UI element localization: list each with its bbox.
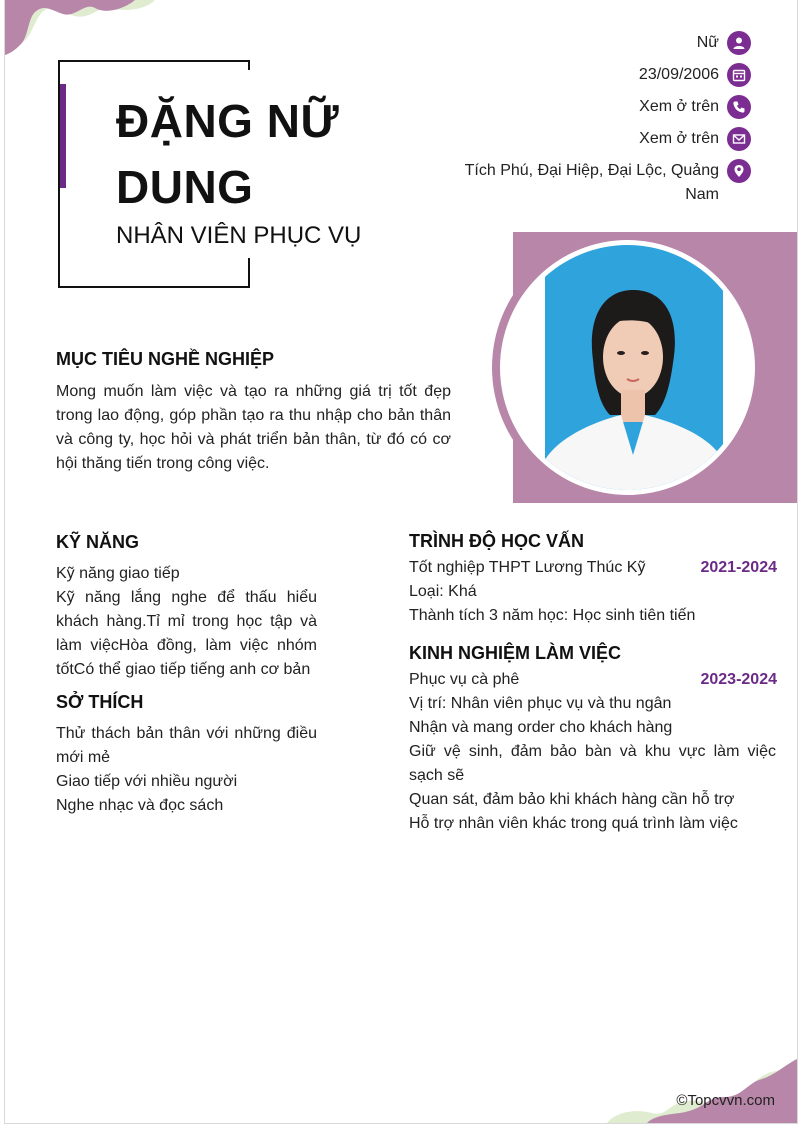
skills-list	[56, 562, 317, 682]
list-item: Thử thách bản thân với những điều mới mẻ	[56, 725, 317, 766]
top-left-decoration	[5, 0, 165, 60]
list-item: Nhận và mang order cho khách hàng	[409, 719, 673, 736]
list-item: Kỹ năng lắng nghe để thấu hiểu khách hàng.Tỉ mỉ trong học tập và làm việcHòa đồng, làm việc nhóm tốtCó thể giao tiếp tiếng anh cơ bản	[56, 589, 317, 678]
contact-birthday: 23/09/2006	[639, 63, 751, 87]
list-item: Hỗ trợ nhân viên khác trong quá trình làm việc	[409, 815, 738, 832]
hobbies-title: SỞ THÍCH	[56, 692, 144, 712]
job-title: NHÂN VIÊN PHỤC VỤ	[116, 222, 362, 249]
profile-photo	[505, 245, 750, 490]
list-item: Giao tiếp với nhiều người	[56, 773, 238, 790]
list-item: Loại: Khá	[409, 583, 477, 600]
candidate-name: ĐẶNG NỮ DUNG	[116, 95, 340, 213]
education-school: Tốt nghiệp THPT Lương Thúc Kỹ	[409, 559, 646, 576]
contact-gender: Nữ	[697, 31, 751, 55]
list-item: Giữ vệ sinh, đảm bảo bàn và khu vực làm việc sạch sẽ	[409, 743, 776, 784]
list-item: Thành tích 3 năm học: Học sinh tiên tiến	[409, 607, 696, 624]
experience-years: 2023-2024	[700, 671, 777, 688]
name-accent-bar	[60, 84, 66, 188]
cv-page	[4, 0, 798, 1124]
experience-details	[409, 692, 776, 836]
calendar-icon	[727, 63, 751, 87]
experience-title: KINH NGHIỆM LÀM VIỆC	[409, 643, 622, 663]
user-icon	[727, 31, 751, 55]
education-years: 2021-2024	[700, 559, 777, 576]
hobbies-list	[56, 722, 317, 818]
list-item: Quan sát, đảm bảo khi khách hàng cần hỗ trợ	[409, 791, 735, 808]
education-details	[409, 580, 776, 628]
skills-title: KỸ NĂNG	[56, 532, 140, 552]
list-item: Kỹ năng giao tiếp	[56, 565, 180, 582]
list-item: Vị trí: Nhân viên phục vụ và thu ngân	[409, 695, 672, 712]
experience-place: Phục vụ cà phê	[409, 671, 520, 688]
phone-icon	[727, 95, 751, 119]
list-item: Nghe nhạc và đọc sách	[56, 797, 224, 814]
contact-phone: Xem ở trên	[639, 95, 751, 119]
location-icon	[727, 159, 751, 183]
objective-text: Mong muốn làm việc và tạo ra những giá trị tốt đẹp trong lao động, góp phần tạo ra thu nhập cho bản thân và công ty, học hỏi và phát triển bản thân, từ đó có cơ hội thăng tiến trong công việc.	[56, 383, 451, 472]
footer-credit: ©Topcvvn.com	[676, 1092, 775, 1109]
contact-email: Xem ở trên	[639, 127, 751, 151]
mail-icon	[727, 127, 751, 151]
education-title: TRÌNH ĐỘ HỌC VẤN	[409, 531, 584, 551]
contact-address: Tích Phú, Đại Hiệp, Đại Lộc, Quảng Nam	[451, 159, 751, 207]
objective-title: MỤC TIÊU NGHỀ NGHIỆP	[56, 349, 275, 369]
bottom-right-decoration	[607, 1053, 797, 1123]
